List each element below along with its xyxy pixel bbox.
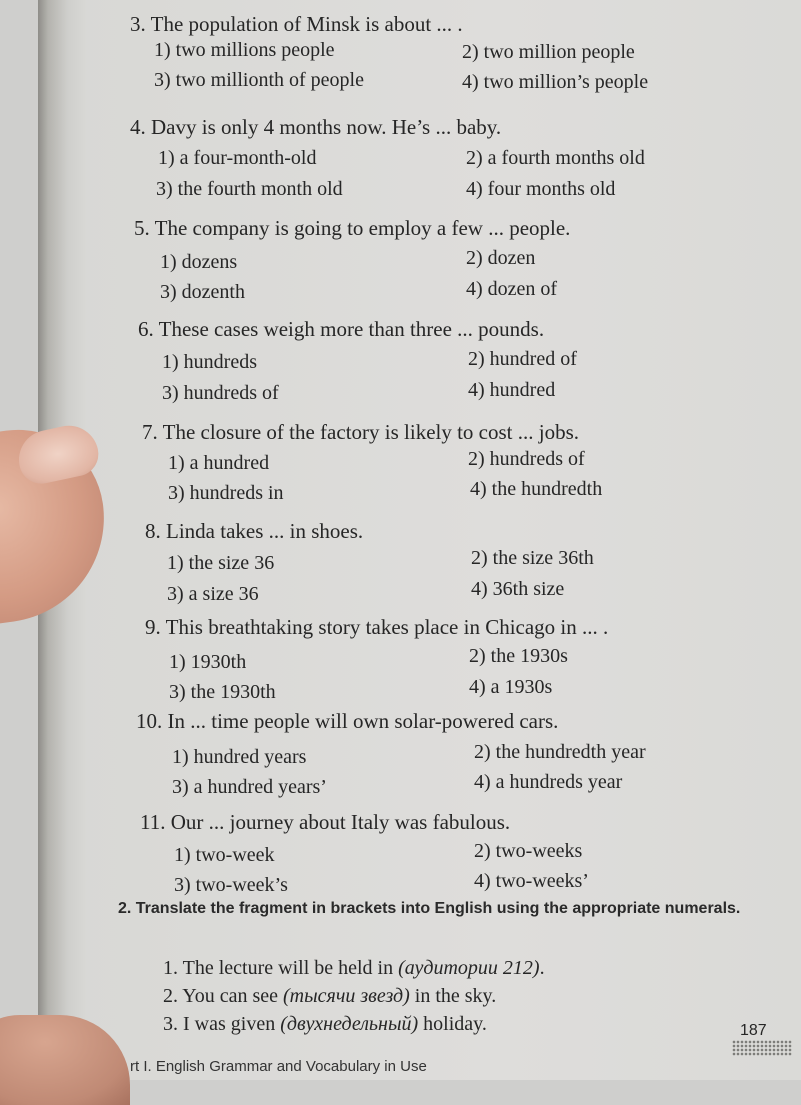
option-2: 2) two-weeks bbox=[474, 840, 583, 862]
option-1: 1) hundred years bbox=[172, 746, 307, 768]
page-number: 187 bbox=[740, 1022, 767, 1039]
option-3: 3) two millionth of people bbox=[154, 69, 364, 91]
task-2-item-3 bbox=[163, 1013, 487, 1036]
question-stem: 4. Davy is only 4 months now. He’s ... baby. bbox=[130, 115, 502, 139]
option-1: 1) the size 36 bbox=[167, 552, 275, 574]
option-3: 3) a hundred years’ bbox=[172, 776, 327, 798]
task-2-item-2 bbox=[163, 985, 496, 1008]
option-3: 3) hundreds in bbox=[168, 482, 284, 504]
item-russian: (двухнедельный) bbox=[280, 1013, 419, 1035]
option-2: 2) hundred of bbox=[468, 348, 577, 370]
option-3: 3) dozenth bbox=[160, 281, 245, 303]
question-stem: 9. This breathtaking story takes place in Chicago in ... . bbox=[145, 615, 609, 639]
question-10 bbox=[136, 709, 646, 798]
option-1: 1) hundreds bbox=[162, 351, 257, 373]
question-stem: 11. Our ... journey about Italy was fabulous. bbox=[140, 810, 511, 834]
question-4 bbox=[130, 115, 645, 202]
option-1: 1) two-week bbox=[174, 844, 275, 866]
option-2: 2) dozen bbox=[466, 247, 536, 269]
option-2: 2) the hundredth year bbox=[474, 741, 646, 763]
question-3 bbox=[130, 12, 649, 99]
option-4: 4) four months old bbox=[466, 178, 616, 200]
question-8 bbox=[145, 519, 594, 606]
option-3: 3) two-week’s bbox=[174, 874, 288, 896]
option-4: 4) dozen of bbox=[466, 278, 558, 300]
item-russian: (тысячи звезд) bbox=[283, 985, 410, 1007]
option-3: 3) the fourth month old bbox=[156, 178, 343, 200]
option-3: 3) hundreds of bbox=[162, 382, 279, 404]
question-5 bbox=[134, 216, 570, 303]
question-6 bbox=[138, 317, 577, 404]
option-2: 2) the size 36th bbox=[471, 547, 594, 569]
task-2-heading: 2. Translate the fragment in brackets into English using the appropriate numerals. bbox=[118, 900, 741, 917]
option-3: 3) a size 36 bbox=[167, 583, 259, 605]
option-4: 4) 36th size bbox=[471, 578, 565, 600]
task-2-item-1 bbox=[163, 957, 545, 980]
question-7 bbox=[142, 420, 603, 507]
question-9 bbox=[145, 615, 608, 702]
question-stem: 5. The company is going to employ a few ... people. bbox=[134, 216, 571, 240]
item-text: 3. I was given bbox=[163, 1013, 281, 1035]
item-text: 1. The lecture will be held in bbox=[163, 957, 399, 979]
page-number-dot-pattern bbox=[732, 1040, 792, 1056]
question-stem: 3. The population of Minsk is about ... . bbox=[130, 12, 463, 36]
option-1: 1) a hundred bbox=[168, 452, 270, 474]
question-stem: 7. The closure of the factory is likely to cost ... jobs. bbox=[142, 420, 580, 444]
option-2: 2) two million people bbox=[462, 41, 635, 63]
option-4: 4) two million’s people bbox=[462, 71, 649, 93]
option-2: 2) hundreds of bbox=[468, 448, 585, 470]
option-2: 2) a fourth months old bbox=[466, 147, 645, 169]
option-2: 2) the 1930s bbox=[469, 645, 568, 667]
question-stem: 10. In ... time people will own solar-powered cars. bbox=[136, 709, 559, 733]
question-stem: 6. These cases weigh more than three ... pounds. bbox=[138, 317, 545, 341]
option-4: 4) hundred bbox=[468, 379, 556, 401]
item-tail: . bbox=[539, 957, 545, 979]
question-11 bbox=[140, 810, 589, 897]
item-tail: in the sky. bbox=[409, 985, 497, 1007]
item-tail: holiday. bbox=[418, 1013, 487, 1035]
question-stem: 8. Linda takes ... in shoes. bbox=[145, 519, 364, 543]
option-1: 1) 1930th bbox=[169, 651, 247, 673]
option-3: 3) the 1930th bbox=[169, 681, 276, 703]
option-1: 1) a four-month-old bbox=[158, 147, 317, 169]
item-text: 2. You can see bbox=[163, 985, 283, 1007]
option-4: 4) the hundredth bbox=[470, 478, 603, 500]
item-russian: (аудитории 212) bbox=[398, 957, 540, 979]
option-1: 1) two millions people bbox=[154, 39, 335, 61]
option-1: 1) dozens bbox=[160, 251, 238, 273]
running-footer: rt I. English Grammar and Vocabulary in Use bbox=[130, 1058, 427, 1075]
option-4: 4) two-weeks’ bbox=[474, 870, 589, 892]
option-4: 4) a 1930s bbox=[469, 676, 553, 698]
option-4: 4) a hundreds year bbox=[474, 771, 623, 793]
